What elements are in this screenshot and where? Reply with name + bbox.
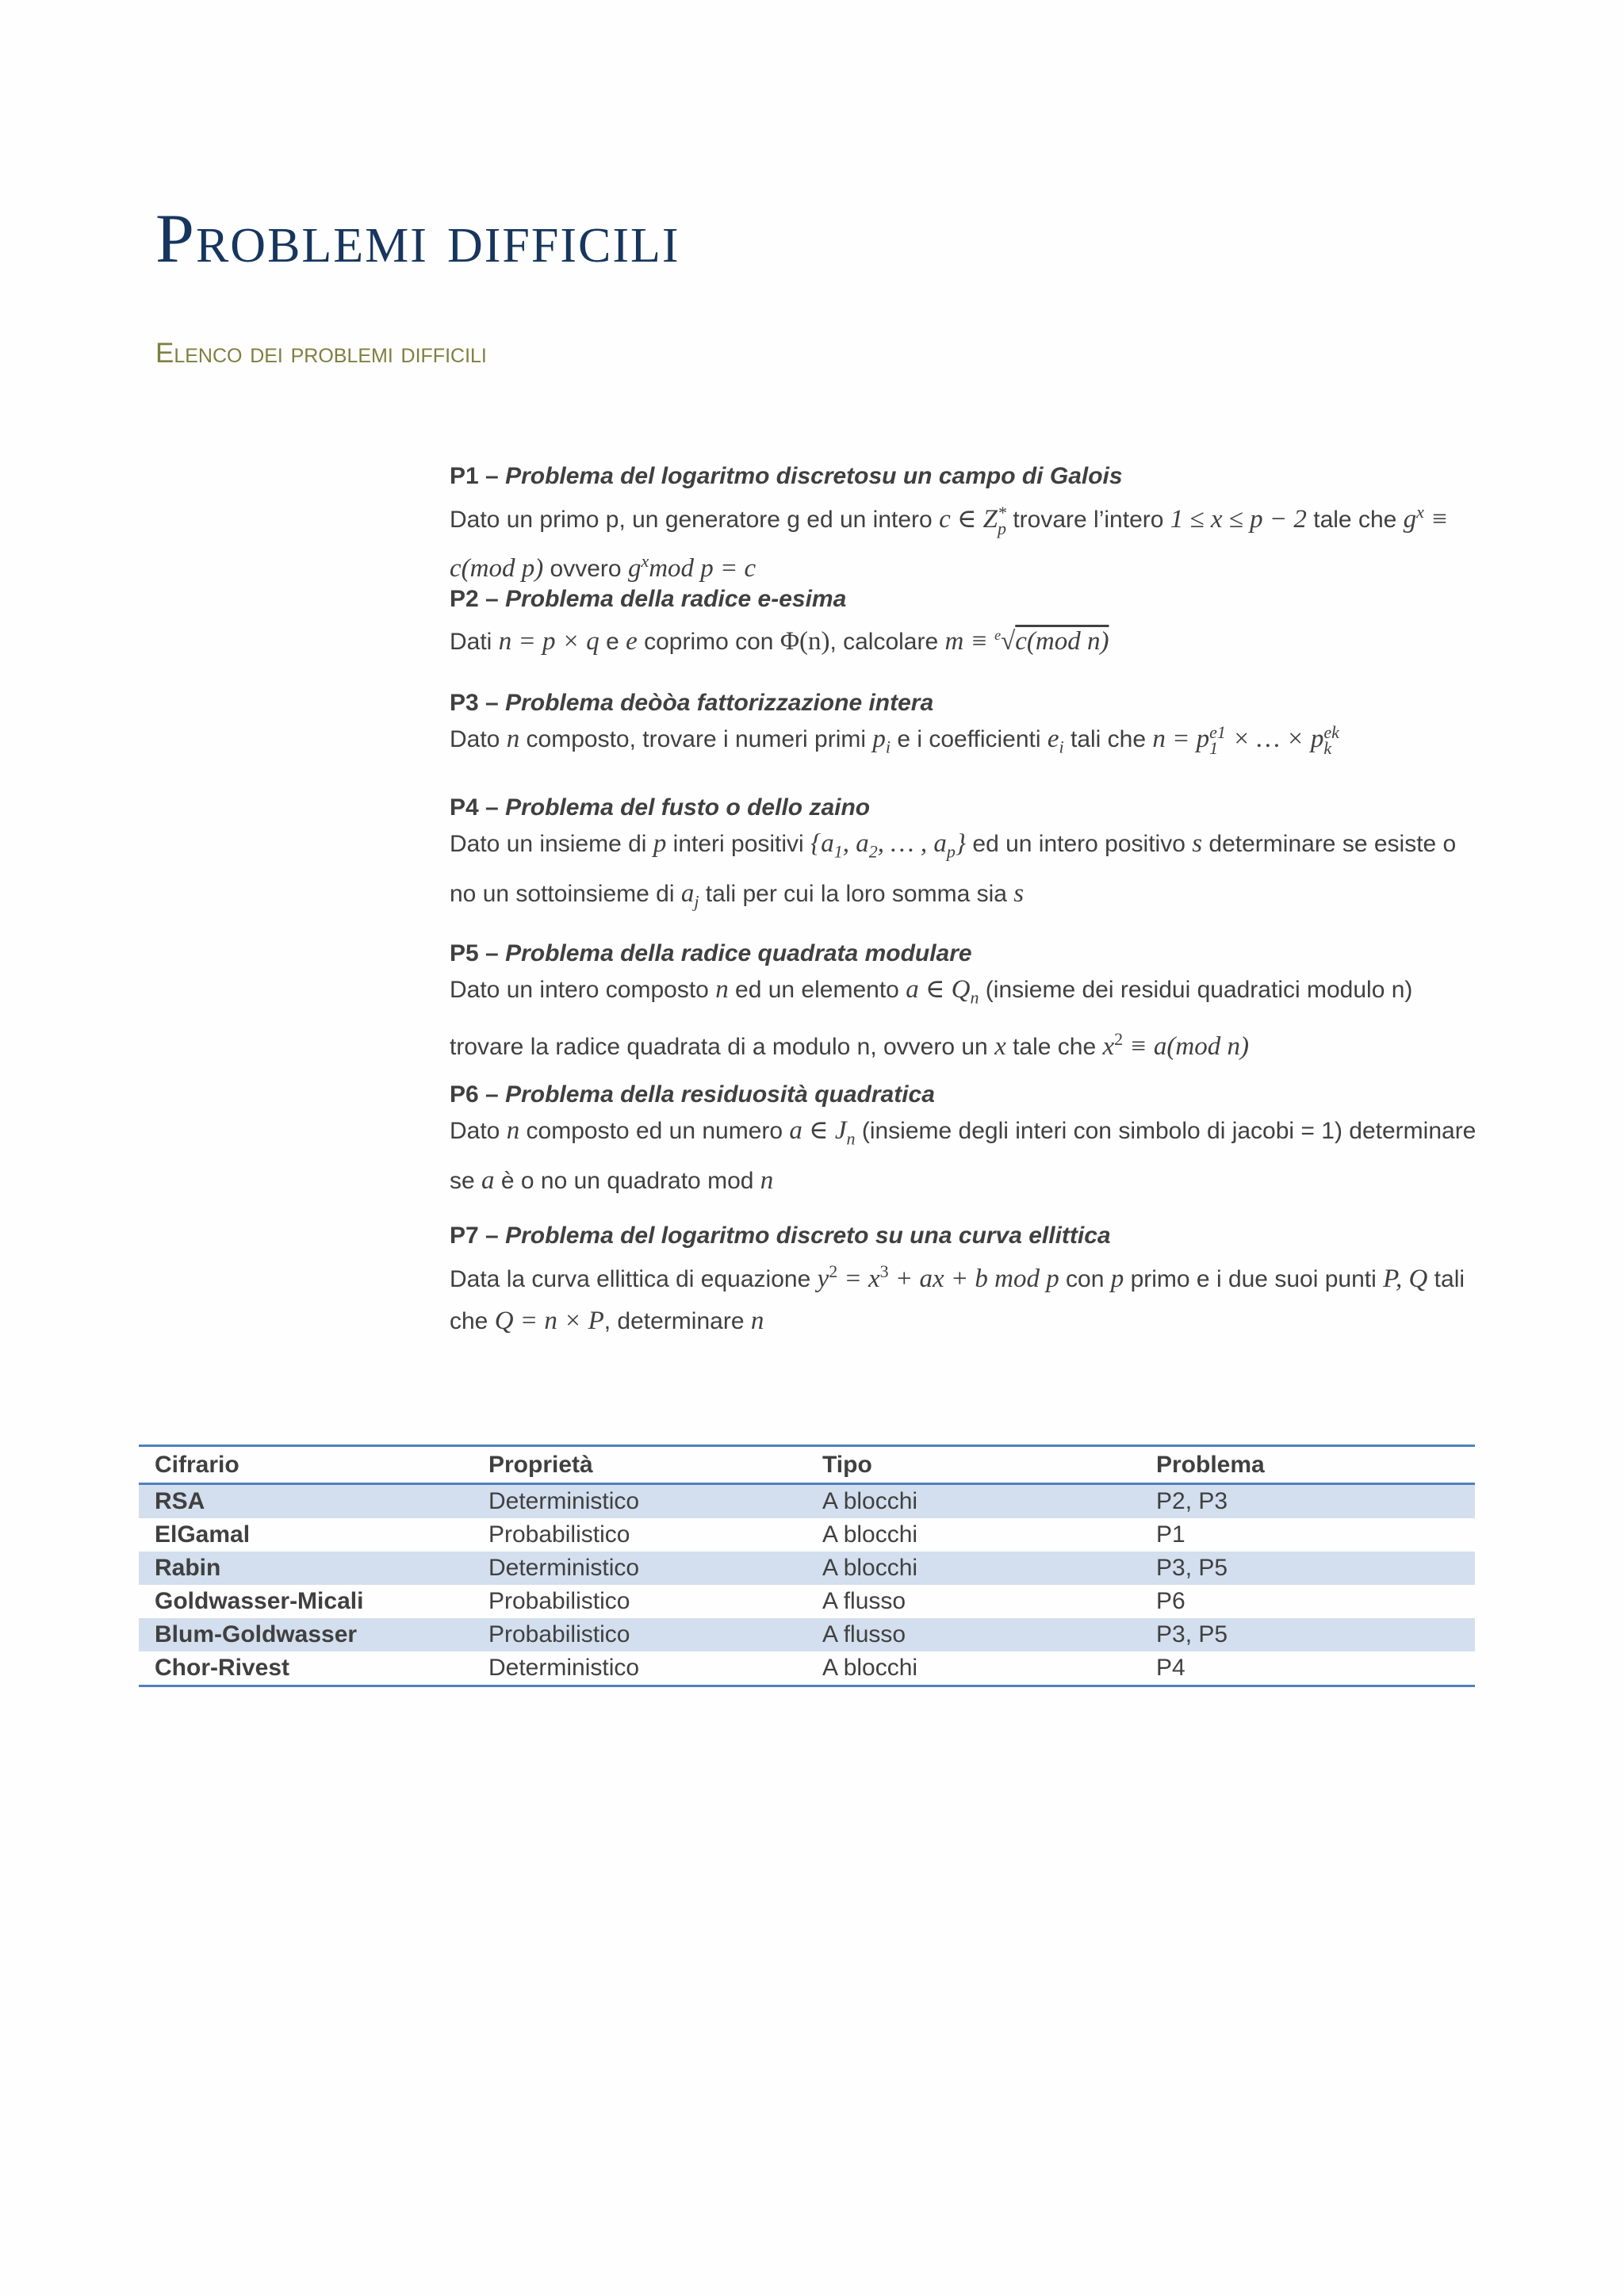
math-expr: s — [1192, 829, 1203, 858]
table-row — [139, 1484, 1475, 1519]
problem-name: Problema deòòa fattorizzazione intera — [505, 690, 934, 716]
problem-name: Problema del logaritmo discretosu un campo di Galois — [505, 463, 1123, 489]
math-expr: c ∈ Z * p — [939, 503, 1007, 539]
problem-description — [450, 492, 1480, 590]
text-run: Dato — [450, 1118, 507, 1144]
problems-list — [450, 461, 1480, 1342]
text-run: tali che — [450, 1266, 1465, 1334]
math-expr: s — [1013, 878, 1025, 908]
table-cell: A blocchi — [822, 1488, 918, 1514]
math-expr: $p_i$ — [872, 725, 891, 757]
math-expr: a ∈ $J_n$ — [789, 1116, 856, 1149]
table-cell: Blum-Goldwasser — [155, 1621, 358, 1647]
table-cell: Probabilistico — [488, 1521, 630, 1548]
table-cell: P4 — [1156, 1655, 1185, 1681]
math-expr: $g^xmod$ p = c — [627, 551, 756, 583]
text-run: ed un intero positivo — [966, 831, 1193, 857]
problem-heading: P5 – Problema della radice quadrata modulare — [450, 940, 972, 966]
table-row — [139, 1518, 1475, 1552]
text-run: ovvero — [543, 556, 628, 582]
problem-description — [450, 1110, 1480, 1202]
table-cell: A blocchi — [822, 1555, 918, 1581]
problem-heading: P1 – Problema del logaritmo discretosu un campo di Galois — [450, 463, 1123, 489]
text-run: e i coefficienti — [890, 726, 1048, 752]
text-run: con — [1059, 1266, 1111, 1292]
table-cell: Probabilistico — [488, 1621, 630, 1647]
math-expr: $a_j$ — [680, 878, 699, 912]
text-run: e — [599, 629, 626, 655]
text-run: Data la curva ellittica di equazione — [450, 1266, 818, 1292]
problem-name: Problema della radice quadrata modulare — [505, 940, 972, 966]
text-run: Dati — [450, 629, 499, 655]
math-expr: $x^2 \equiv a(mod$ n) — [1102, 1028, 1249, 1061]
problem-code: P3 — [450, 690, 479, 716]
math-expr: n = p × q — [498, 627, 599, 656]
table-cell: A flusso — [822, 1588, 906, 1614]
page-title: Problemi difficili — [155, 201, 680, 277]
math-expr: Q = n × P — [494, 1307, 604, 1335]
text-run: , determinare — [603, 1308, 751, 1334]
math-expr: m ≡ $^e$√c(mod n) — [944, 627, 1109, 656]
table-cell: Rabin — [155, 1555, 221, 1581]
table-cell: P3, P5 — [1156, 1555, 1228, 1581]
table-cell: P6 — [1156, 1588, 1185, 1614]
problem-code: P5 — [450, 940, 479, 966]
text-run: Dato un intero composto — [450, 977, 716, 1003]
table-row — [139, 1585, 1475, 1618]
cipher-table — [139, 1445, 1475, 1687]
text-run: interi positivi — [666, 831, 811, 857]
problem-p5 — [450, 939, 1480, 1080]
text-run: composto, trovare i numeri primi — [519, 726, 873, 752]
text-run: Dato un primo p, un generatore g ed un intero — [450, 507, 940, 533]
column-header: Tipo — [806, 1446, 1140, 1484]
math-expr: n — [506, 725, 520, 753]
problem-name: Problema del logaritmo discreto su una curva ellittica — [505, 1223, 1111, 1249]
math-expr: n — [750, 1307, 764, 1335]
problem-heading: P4 – Problema del fusto o dello zaino — [450, 794, 871, 821]
section-subtitle: Elenco dei problemi difficili — [155, 338, 487, 369]
math-expr: Φ(n) — [779, 627, 830, 656]
table-cell: P3, P5 — [1156, 1621, 1228, 1647]
table-cell: A blocchi — [822, 1521, 918, 1548]
table-cell: P1 — [1156, 1521, 1185, 1548]
text-run: Dato un insieme di — [450, 831, 653, 857]
problem-p2 — [450, 584, 1480, 688]
text-run: trovare l’intero — [1006, 507, 1170, 533]
problem-description — [450, 718, 1480, 768]
problem-description — [450, 614, 1480, 663]
math-expr: e — [626, 627, 638, 656]
problem-heading: P3 – Problema deòòa fattorizzazione intera — [450, 690, 934, 716]
problem-p3 — [450, 688, 1480, 793]
problem-p7 — [450, 1221, 1480, 1342]
math-expr: a — [481, 1165, 495, 1195]
problem-name: Problema del fusto o dello zaino — [505, 794, 871, 821]
table-row — [139, 1552, 1475, 1585]
problem-description — [450, 1251, 1480, 1342]
text-run: , calcolare — [829, 629, 945, 655]
table-cell: RSA — [155, 1488, 205, 1514]
column-header: Cifrario — [139, 1446, 473, 1484]
problem-code: P1 — [450, 463, 479, 489]
math-expr: n — [715, 975, 729, 1004]
text-run: composto ed un numero — [519, 1118, 790, 1144]
table-cell: Chor-Rivest — [155, 1655, 290, 1681]
text-run: tale che — [1005, 1033, 1103, 1060]
problem-heading: P6 – Problema della residuosità quadratica — [450, 1081, 935, 1108]
math-expr: $g^x \equiv c(mod$ p) — [450, 502, 1449, 583]
text-run: (insieme dei residui quadratici modulo n) trovare la radice quadrata di a modulo n, ovvero un — [450, 977, 1413, 1060]
problem-heading: P2 – Problema della radice e-esima — [450, 586, 847, 612]
problem-code: P6 — [450, 1081, 479, 1108]
text-run: tale che — [1306, 507, 1404, 533]
text-run: tali che — [1063, 726, 1153, 752]
math-expr: p — [1110, 1265, 1124, 1293]
math-expr: $y^2 = x^3$ + ax + b mod p — [817, 1261, 1059, 1293]
column-header: Problema — [1140, 1446, 1475, 1484]
table-cell: A blocchi — [822, 1655, 918, 1681]
math-expr: n = p e1 1 × … × p ek k — [1152, 722, 1339, 759]
math-expr: p — [653, 829, 667, 858]
math-expr: 1 ≤ x ≤ p − 2 — [1170, 505, 1307, 534]
text-run: Dato — [450, 726, 507, 752]
problem-code: P2 — [450, 586, 479, 612]
problem-description — [450, 969, 1480, 1068]
text-run: coprimo con — [637, 629, 780, 655]
table-cell: ElGamal — [155, 1521, 251, 1548]
problem-name: Problema della residuosità quadratica — [505, 1081, 935, 1108]
problem-description — [450, 823, 1480, 922]
math-expr: n — [506, 1116, 520, 1145]
table-cell: Deterministico — [488, 1655, 640, 1681]
problem-heading: P7 – Problema del logaritmo discreto su una curva ellittica — [450, 1223, 1111, 1249]
problem-p1 — [450, 461, 1480, 584]
table-cell: A flusso — [822, 1621, 906, 1647]
math-expr: a ∈ $Q_n$ — [906, 975, 979, 1008]
problem-p6 — [450, 1080, 1480, 1221]
text-run: ed un elemento — [728, 977, 906, 1003]
problem-code: P7 — [450, 1223, 479, 1249]
problem-p4 — [450, 793, 1480, 939]
table-cell: Probabilistico — [488, 1588, 630, 1614]
text-run: determinare se esiste o no un sottoinsieme di — [450, 831, 1457, 907]
text-run: (insieme degli interi con simbolo di jacobi = 1) determinare se — [450, 1118, 1477, 1194]
math-expr: $e_i$ — [1047, 725, 1064, 757]
problem-name: Problema della radice e-esima — [505, 586, 847, 612]
math-expr: P, Q — [1383, 1265, 1428, 1293]
math-expr: n — [760, 1165, 774, 1195]
text-run: è o no un quadrato mod — [494, 1167, 760, 1194]
problem-code: P4 — [450, 794, 479, 821]
math-expr: x — [994, 1031, 1006, 1061]
column-header: Proprietà — [473, 1446, 806, 1484]
text-run: primo e i due suoi punti — [1124, 1266, 1384, 1292]
table-cell: Deterministico — [488, 1555, 640, 1581]
table-cell: Goldwasser-Micali — [155, 1588, 364, 1614]
text-run: tali per cui la loro somma sia — [699, 880, 1014, 907]
table-row — [139, 1651, 1475, 1686]
table-header-row — [139, 1446, 1475, 1484]
table-row — [139, 1618, 1475, 1651]
table-cell: P2, P3 — [1156, 1488, 1228, 1514]
math-expr: {$a_1$, $a_2$, … , $a_p$} — [810, 829, 967, 862]
table-cell: Deterministico — [488, 1488, 640, 1514]
